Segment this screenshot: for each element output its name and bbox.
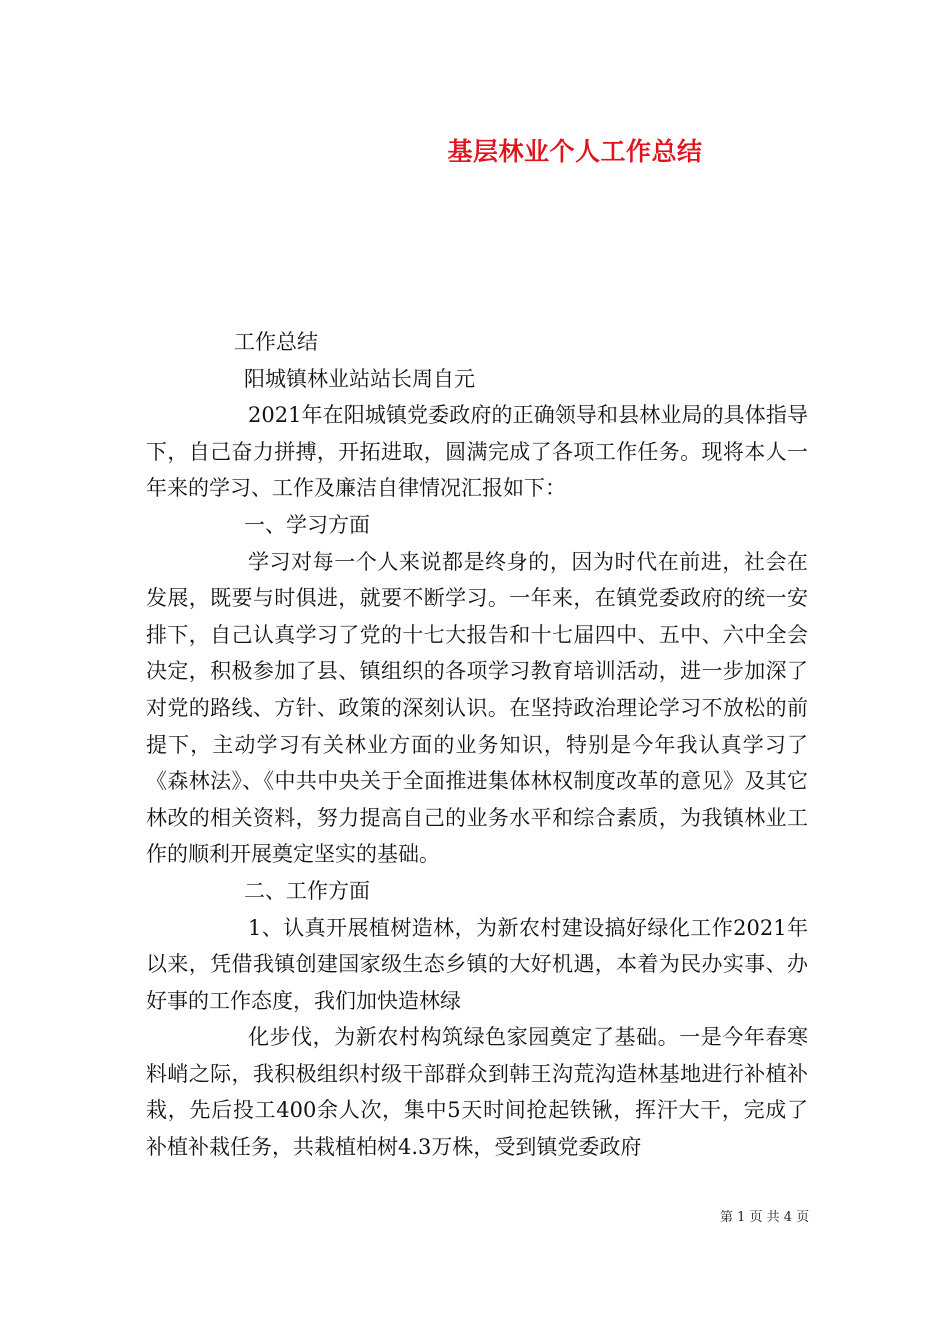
page-number: 第 1 页 共 4 页 xyxy=(720,1210,810,1225)
section-label: 工作总结 xyxy=(234,330,318,354)
section-heading-work: 二、工作方面 xyxy=(244,878,370,903)
document-body xyxy=(146,324,808,1166)
work-paragraph-1: 1、认真开展植树造林，为新农村建设搞好绿化工作2021年以来，凭借我镇创建国家级生态乡镇的大好机遇，本着为民办实事、办好事的工作态度，我们加快造林绿 xyxy=(146,915,808,1013)
intro-paragraph: 2021年在阳城镇党委政府的正确领导和县林业局的具体指导下，自己奋力拼搏，开拓进取，圆满完成了各项工作任务。现将本人一年来的学习、工作及廉洁自律情况汇报如下： xyxy=(146,403,808,501)
study-paragraph: 学习对每一个人来说都是终身的，因为时代在前进，社会在发展，既要与时俱进，就要不断学习。一年来，在镇党委政府的统一安排下，自己认真学习了党的十七大报告和十七届四中、五中、六中全会决定，积极参加了县、镇组织的各项学习教育培训活动，进一步加深了对党的路线、方针、政策的深刻认识。在坚持政治理论学习不放松的前提下，主动学习有关林业方面的业务知识，特别是今年我认真学习了《森林法》、《中共中央关于全面推进集体林权制度改革的意见》及其它林改的相关资料，努力提高自己的业务水平和综合素质，为我镇林业工作的顺利开展奠定坚实的基础。 xyxy=(146,549,808,867)
section-heading-study: 一、学习方面 xyxy=(244,512,370,537)
work-paragraph-2: 化步伐，为新农村构筑绿色家园奠定了基础。一是今年春寒料峭之际，我积极组织村级干部群众到韩王沟荒沟造林基地进行补植补栽，先后投工400余人次，集中5天时间抢起铁锹，挥汗大干，完成了补植补栽任务，共栽植柏树4.3万株，受到镇党委政府 xyxy=(146,1025,808,1160)
author-line: 阳城镇林业站站长周自元 xyxy=(244,366,475,391)
document-title: 基层林业个人工作总结 xyxy=(447,137,703,166)
